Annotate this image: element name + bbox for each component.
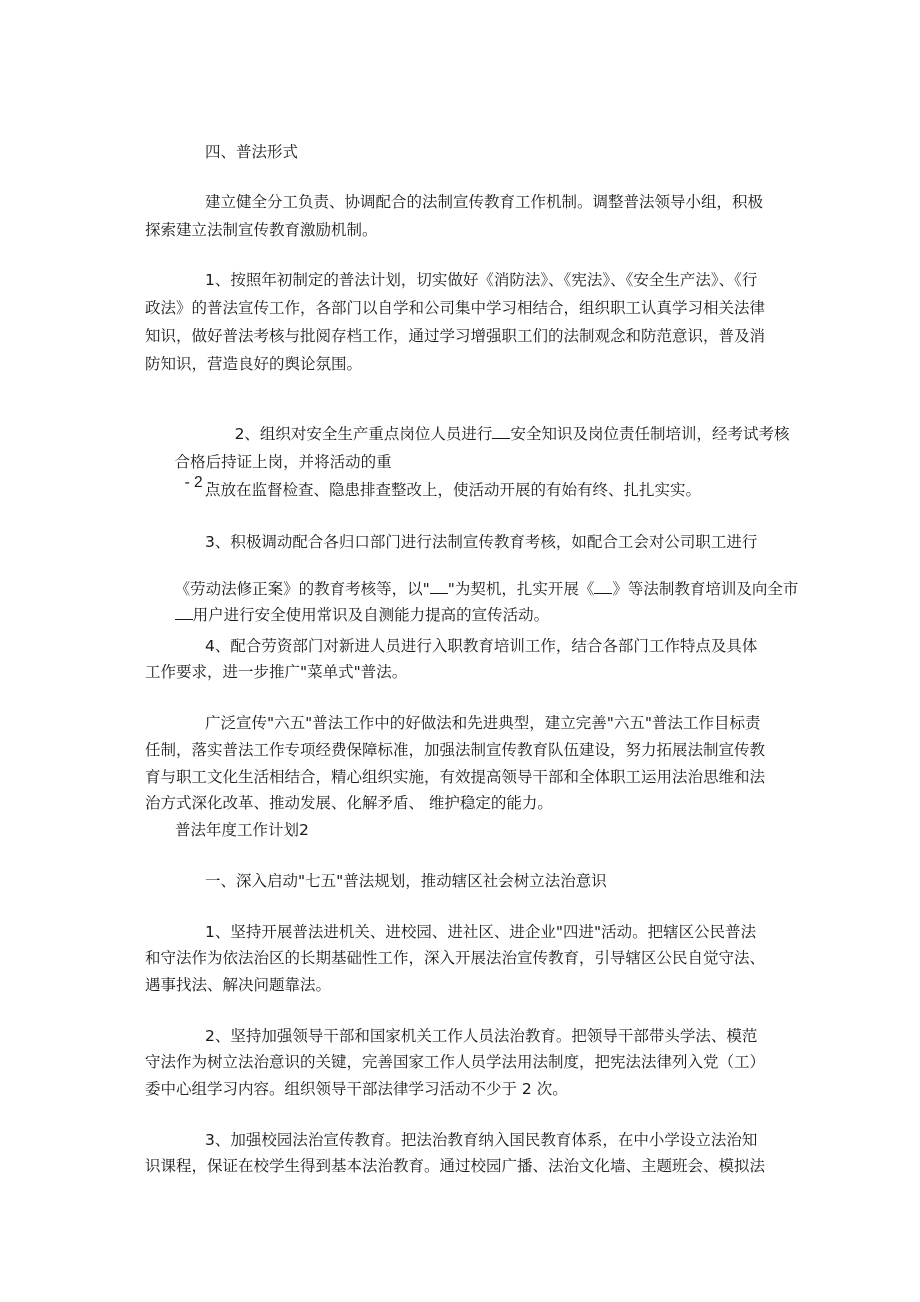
text-line: 遇事找法、解决问题靠法。 [145, 976, 332, 994]
text-line: 建立健全分工负责、协调配合的法制宣传教育工作机制。调整普法领导小组，积极 [205, 193, 764, 211]
text-line: 探索建立法制宣传教育激励机制。 [145, 221, 378, 239]
section-heading-1: 一、深入启动"七五"普法规划，推动辖区社会树立法治意识 [205, 872, 607, 890]
text-segment: 合格后持证上岗，并将活动的重 [174, 453, 392, 471]
text-line: 防知识，营造良好的舆论氛围。 [145, 355, 363, 373]
text-line: 4、配合劳资部门对新进人员进行入职教育培训工作，结合各部门工作特点及具体 [205, 637, 758, 655]
text-line: 工作要求，进一步推广"菜单式"普法。 [145, 663, 408, 681]
text-line: 任制，落实普法工作专项经费保障标准，加强法制宣传教育队伍建设，努力拓展法制宣传教 [145, 741, 766, 759]
text-line: 1、坚持开展普法进机关、进校园、进社区、进企业"四进"活动。把辖区公民普法 [205, 923, 757, 941]
text-segment: 2、组织对安全生产重点岗位人员进行 [234, 425, 493, 443]
text-line: 1、按照年初制定的普法计划，切实做好《消防法》、《宪法》、《安全生产法》、《行 [205, 271, 758, 289]
section-heading-4: 四、普法形式 [205, 143, 299, 161]
blank-underline [492, 424, 510, 439]
text-segment: "为契机，扎实开展《 [447, 580, 595, 598]
text-line: 和守法作为依法治区的长期基础性工作，深入开展法治宣传教育，引导辖区公民自觉守法、 [145, 949, 766, 967]
text-line: 知识，做好普法考核与批阅存档工作，通过学习增强职工们的法制观念和防范意识，普及消 [145, 327, 766, 345]
text-line: 3、加强校园法治宣传教育。把法治教育纳入国民教育体系，在中小学设立法治知 [205, 1131, 758, 1149]
text-segment: 安全知识及岗位责任制培训，经考试考核 [510, 425, 790, 443]
plan-title: 普法年度工作计划2 [175, 821, 309, 839]
text-segment: 》等法制教育培训及向全市 [612, 580, 799, 598]
page-number: - 2 - [184, 474, 213, 491]
text-line: 守法作为树立法治意识的关键，完善国家工作人员学法用法制度，把宪法法律列入党（工） [145, 1053, 766, 1071]
text-line: 治方式深化改革、推动发展、化解矛盾、 维护稳定的能力。 [145, 794, 553, 812]
text-segment: 用户进行安全使用常识及自测能力提高的宣传活动。 [192, 606, 550, 624]
blank-underline [594, 579, 612, 594]
text-segment: 《劳动法修正案》的教育考核等，以" [174, 580, 430, 598]
text-line [145, 432, 392, 513]
paragraph-continuation: 点放在监督检查、隐患排查整改上，使活动开展的有始有终、扎扎实实。 [205, 481, 702, 499]
text-line: 识课程，保证在校学生得到基本法治教育。通过校园广播、法治文化墙、主题班会、模拟法 [145, 1157, 766, 1175]
text-line: 3、积极调动配合各归口部门进行法制宣传教育考核，如配合工会对公司职工进行 [205, 533, 758, 551]
blank-underline [175, 605, 193, 620]
text-line: 委中心组学习内容。组织领导干部法律学习活动不少于 2 次。 [145, 1080, 568, 1098]
text-line: 2、坚持加强领导干部和国家机关工作人员法治教育。把领导干部带头学法、模范 [205, 1027, 758, 1045]
text-line: 广泛宣传"六五"普法工作中的好做法和先进典型，建立完善"六五"普法工作目标责 [205, 714, 761, 732]
text-line: 政法》的普法宣传工作，各部门以自学和公司集中学习相结合，组织职工认真学习相关法律 [145, 299, 766, 317]
text-line: 育与职工文化生活相结合，精心组织实施，有效提高领导干部和全体职工运用法治思维和法 [145, 768, 766, 786]
